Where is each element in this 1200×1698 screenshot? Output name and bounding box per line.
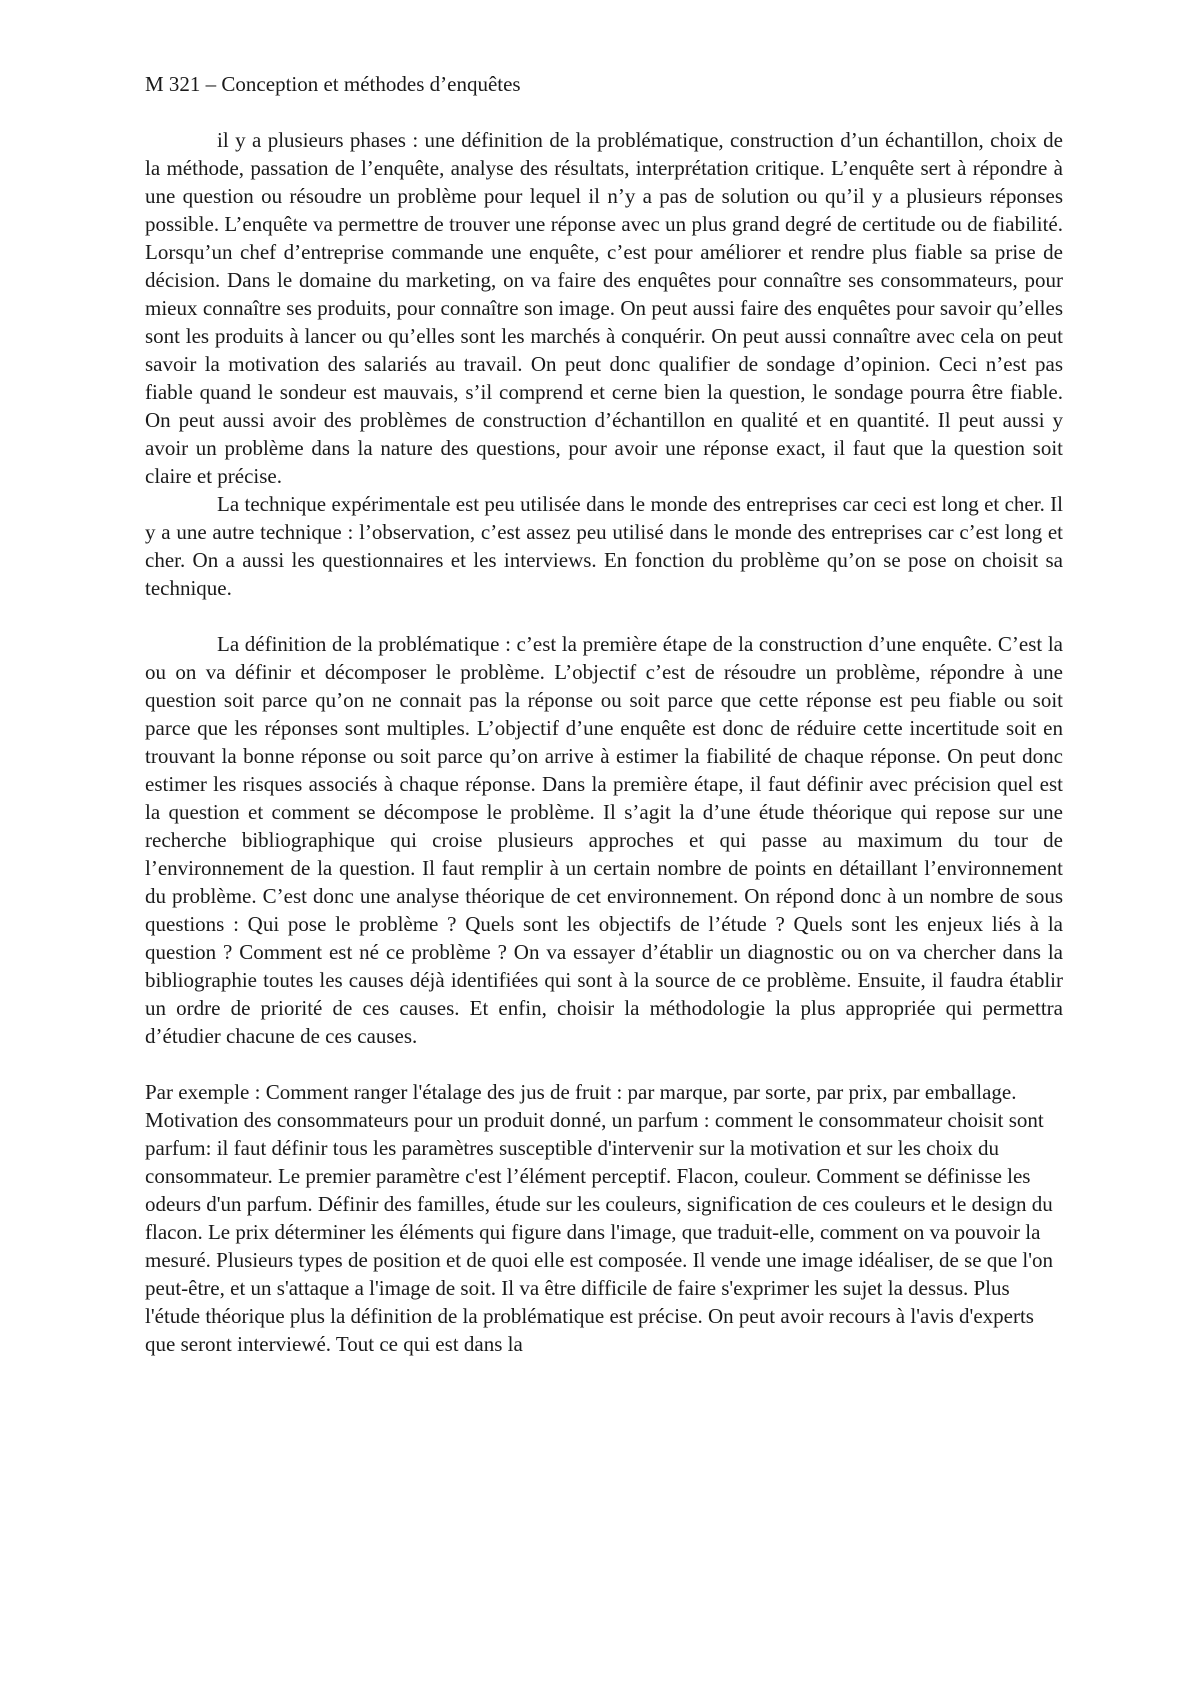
paragraph-example: Par exemple : Comment ranger l'étalage des jus de fruit : par marque, par sorte, par prix, par emballage. bbox=[145, 1080, 1017, 1104]
paragraph-problematique: La définition de la problématique : c’est la première étape de la construction d’une enquête. C’est la ou on va définir et décomposer le problème. L’objectif c’est de résoudre un problème, répondre à une question soit parce qu’on ne connait pas la réponse ou soit parce que cette réponse est peu fiable ou soit parce que les réponses sont multiples. L’objectif d’une enquête est donc de réduire cette incertitude soit en trouvant la bonne réponse ou soit parce qu’on arrive à estimer la fiabilité de chaque réponse. On peut donc estimer les risques associés à chaque réponse. Dans la première étape, il faut définir avec précision quel est la question et comment se décompose le problème. Il s’agit la d’une étude théorique qui repose sur une recherche bibliographique qui croise plusieurs approches et qui passe au maximum du tour de l’environnement de la question. Il faut remplir à un certain nombre de points en détaillant l’environnement du problème. C’est donc une analyse théorique de cet environnement. On répond donc à un nombre de sous questions : Qui pose le problème ? Quels sont les objectifs de l’étude ? Quels sont les enjeux liés à la question ? Comment est né ce problème ? On va essayer d’établir un diagnostic ou on va chercher dans la bibliographie toutes les causes déjà identifiées qui sont à la source de ce problème. Ensuite, il faudra établir un ordre de priorité de ces causes. Et enfin, choisir la méthodologie la plus appropriée qui permettra d’étudier chacune de ces causes. bbox=[145, 632, 1063, 1048]
document-header: M 321 – Conception et méthodes d’enquêtes bbox=[145, 72, 521, 96]
paragraph-spacer bbox=[145, 602, 1063, 630]
paragraph-phases: il y a plusieurs phases : une définition de la problématique, construction d’un échantillon, choix de la méthode, passation de l’enquête, analyse des résultats, interprétation critique. L’enquête sert à répondre à une question ou résoudre un problème pour lequel il n’y a pas de solution ou qu’il y a plusieurs réponses possible. L’enquête va permettre de trouver une réponse avec un plus grand degré de certitude ou de fiabilité. Lorsqu’un chef d’entreprise commande une enquête, c’est pour améliorer et rendre plus fiable sa prise de décision. Dans le domaine du marketing, on va faire des enquêtes pour connaître ses consommateurs, pour mieux connaître ses produits, pour connaître son image. On peut aussi faire des enquêtes pour savoir qu’elles sont les produits à lancer ou qu’elles sont les marchés à conquérir. On peut aussi connaître avec cela on peut savoir la motivation des salariés au travail. On peut donc qualifier de sondage d’opinion. Ceci n’est pas fiable quand le sondeur est mauvais, s’il comprend et cerne bien la question, le sondage pourra être fiable. On peut aussi avoir des problèmes de construction d’échantillon en qualité et en quantité. Il peut aussi y avoir un problème dans la nature des questions, pour avoir une réponse exact, il faut que la question soit claire et précise. bbox=[145, 128, 1063, 488]
paragraph-spacer bbox=[145, 1050, 1063, 1078]
paragraph-technique: La technique expérimentale est peu utilisée dans le monde des entreprises car ceci est long et cher. Il y a une autre technique : l’observation, c’est assez peu utilisé dans le monde des entreprises car c’est long et cher. On a aussi les questionnaires et les interviews. En fonction du problème qu’on se pose on choisit sa technique. bbox=[145, 492, 1063, 600]
paragraph-motivation: Motivation des consommateurs pour un produit donné, un parfum : comment le consommateur choisit sont parfum: il faut définir tous les paramètres susceptible d'intervenir sur la motivation et sur les choix du consommateur. Le premier paramètre c'est l’élément perceptif. Flacon, couleur. Comment se définisse les odeurs d'un parfum. Définir des familles, étude sur les couleurs, signification de ces couleurs et le design du flacon. Le prix déterminer les éléments qui figure dans l'image, que traduit-elle, comment on va pouvoir la mesuré. Plusieurs types de position et de quoi elle est composée. Il vende une image idéaliser, de se que l'on peut-être, et un s'attaque a l'image de soit. Il va être difficile de faire s'exprimer les sujet la dessus. Plus l'étude théorique plus la définition de la problématique est précise. On peut avoir recours à l'avis d'experts que seront interviewé. Tout ce qui est dans la bbox=[145, 1108, 1054, 1356]
document-page bbox=[145, 70, 1063, 1358]
